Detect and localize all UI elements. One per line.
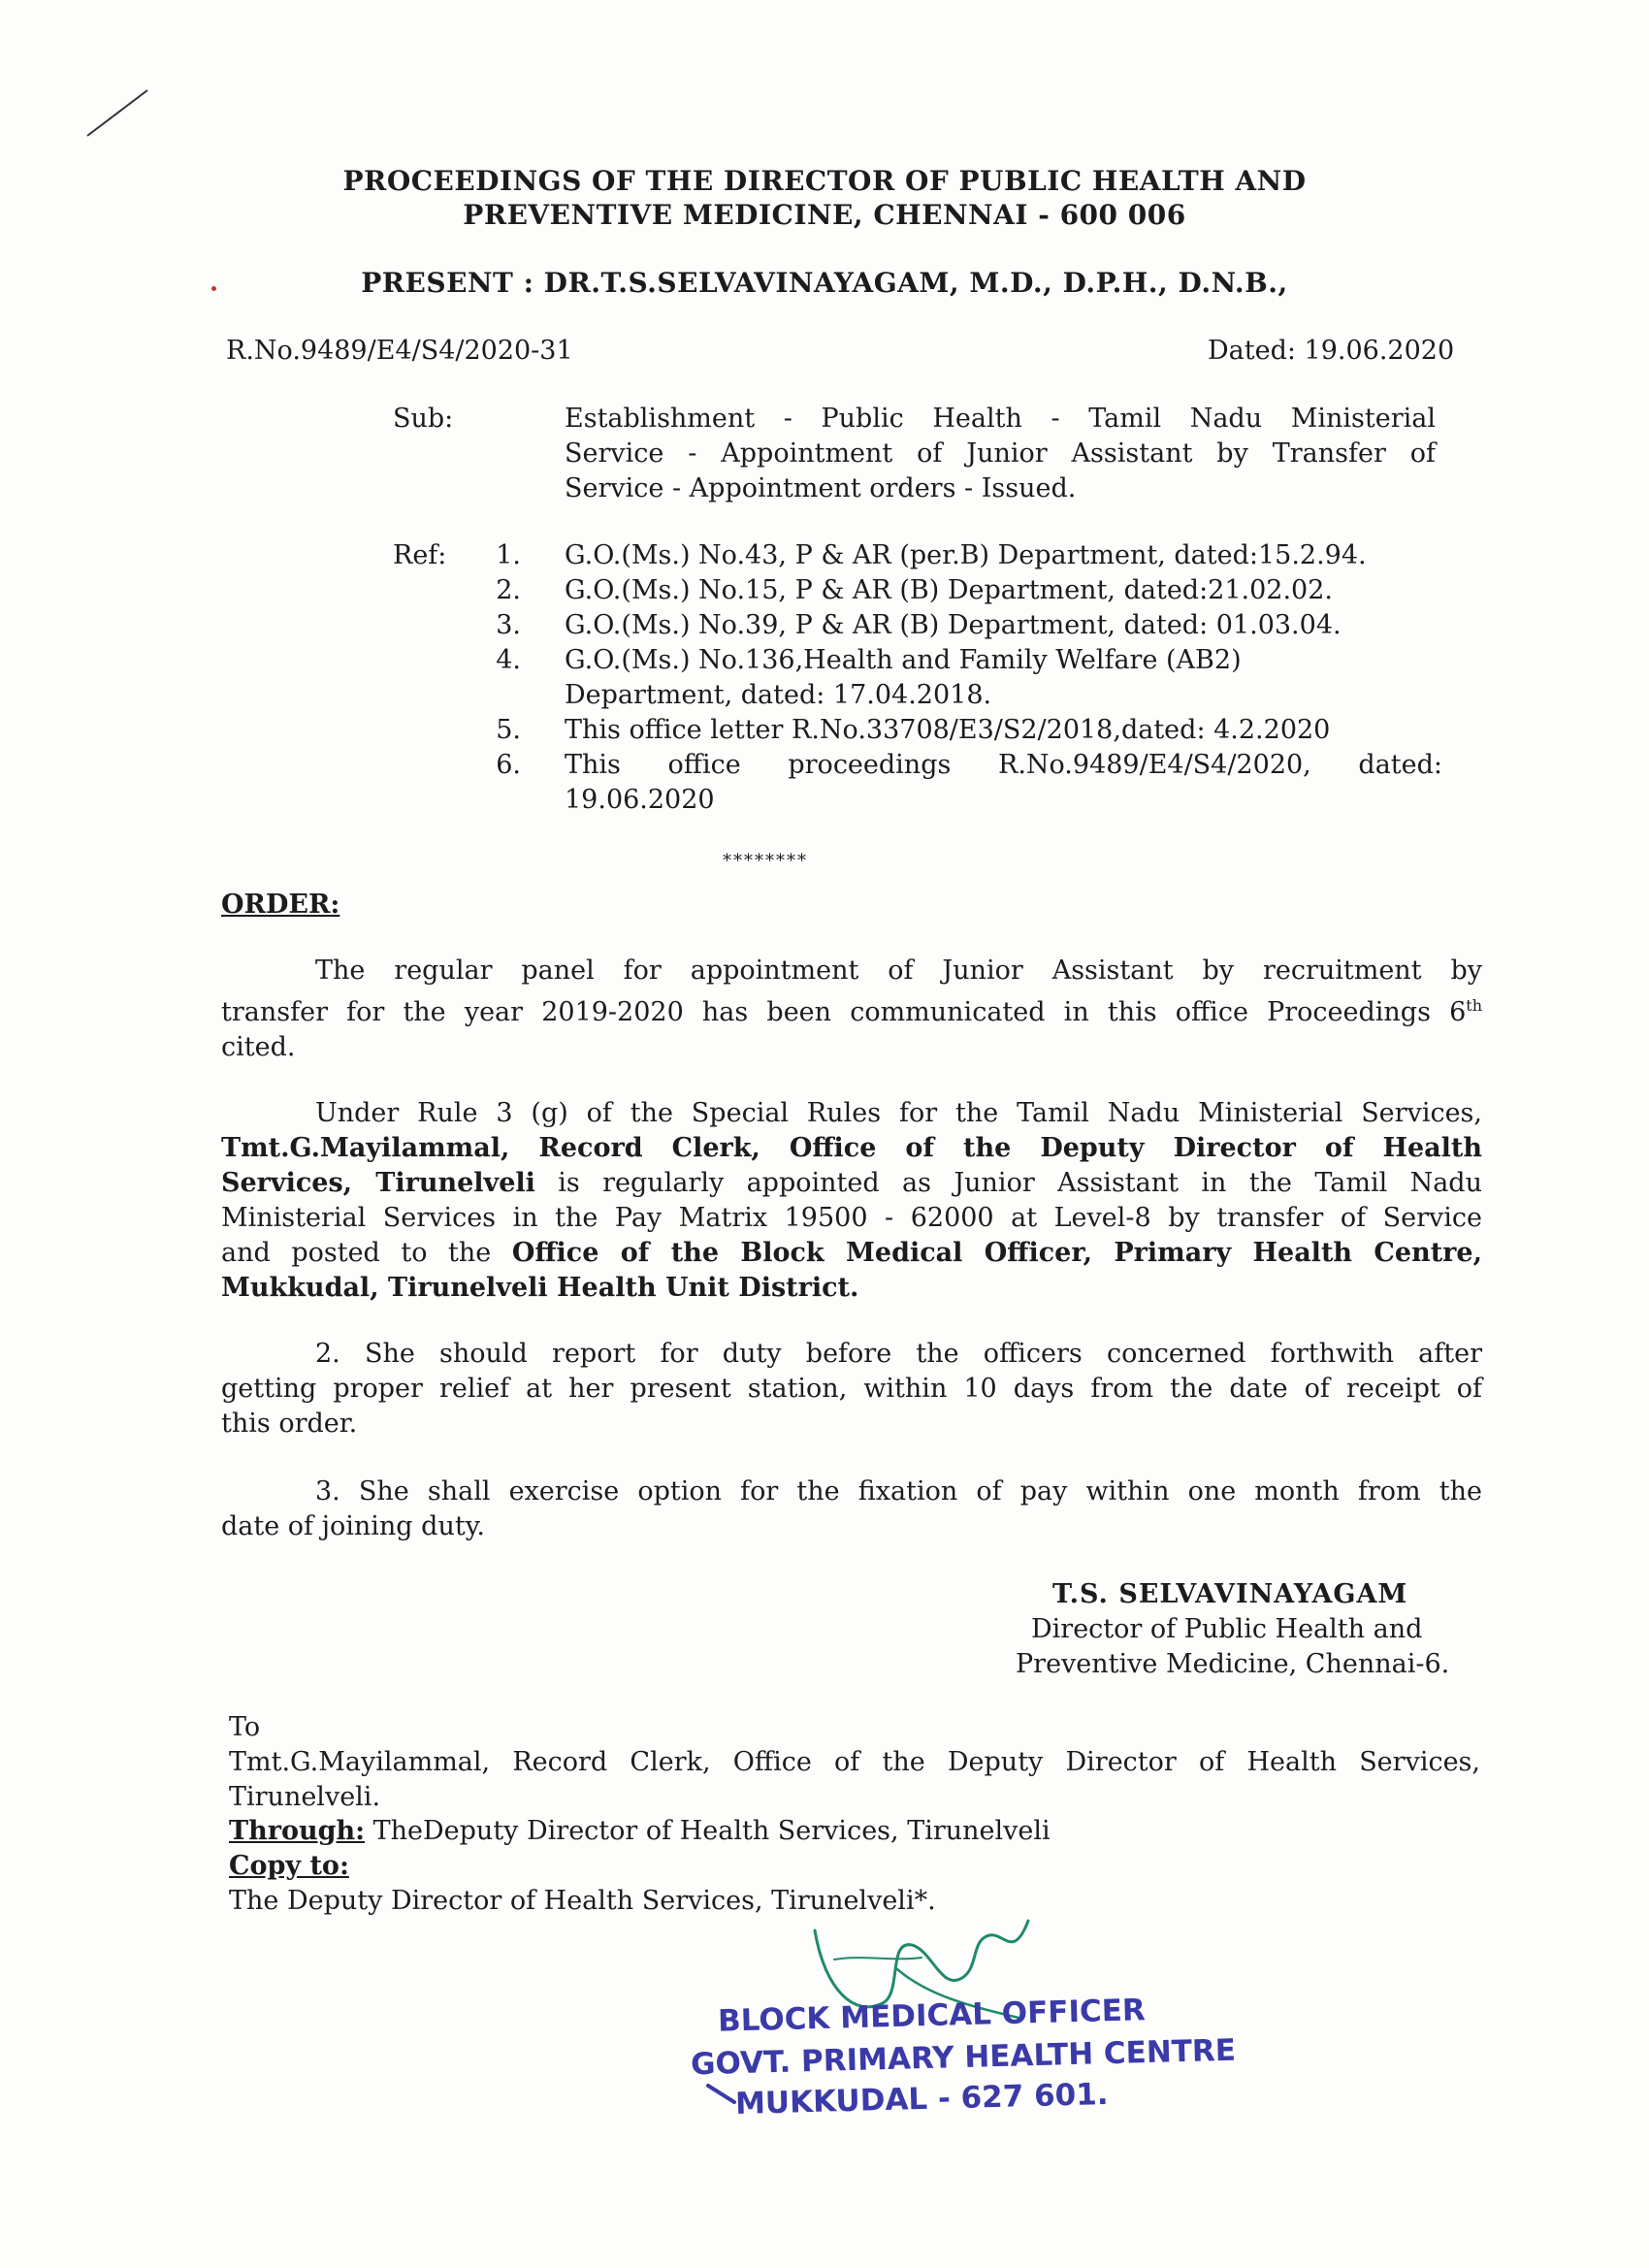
present-line: PRESENT : DR.T.S.SELVAVINAYAGAM, M.D., D.P.H., D.N.B., xyxy=(361,267,1288,299)
copy-to-text: The Deputy Director of Health Services, Tirunelveli*. xyxy=(229,1886,936,1916)
header-line-2: PREVENTIVE MEDICINE, CHENNAI - 600 006 xyxy=(463,199,1186,231)
order-paragraph-4: 3. She shall exercise option for the fixation of pay within one month from the date of joining duty. xyxy=(221,1476,1482,1541)
order-paragraph-3: 2. She should report for duty before the officers concerned forthwith after getting proper relief at her present station, within 10 days from the date of receipt of this order. xyxy=(221,1339,1482,1439)
order-paragraph-2: Under Rule 3 (g) of the Special Rules for the Tamil Nadu Ministerial Services, Tmt.G.Mayilammal, Record Clerk, Office of the Deputy Director of Health Services, Tirunelveli is regularly appointed as Junior Assistant in the Tamil Nadu Ministerial Services in the Pay Matrix 19500 - 62000 at Level-8 by transfer of Service and posted to the Office of the Block Medical Officer, Primary Health Centre, Mukkudal, Tirunelveli Health Unit District. xyxy=(221,1098,1482,1303)
stamp-line-1: BLOCK MEDICAL OFFICER xyxy=(717,1993,1147,2039)
subject-label: Sub: xyxy=(393,404,454,434)
separator: ******** xyxy=(723,851,808,871)
reference-list xyxy=(463,538,1442,818)
order-paragraph-1: The regular panel for appointment of Junior Assistant by recruitment by transfer for the year 2019-2020 has been communicated in this office Proceedings 6th cited. xyxy=(221,956,1482,1062)
subject-line: Service - Appointment of Junior Assistant by Transfer of xyxy=(565,438,1436,469)
dated: Dated: 19.06.2020 xyxy=(1208,336,1455,366)
reference-item: 1. G.O.(Ms.) No.43, P & AR (per.B) Department, dated:15.2.94. xyxy=(496,540,1367,570)
to-address: Tmt.G.Mayilammal, Record Clerk, Office of the Deputy Director of Health Services, Tirunelveli. xyxy=(229,1747,1480,1812)
reference-item: 5. This office letter R.No.33708/E3/S2/2018,dated: 4.2.2020 xyxy=(496,715,1331,745)
stamp-line-2: GOVT. PRIMARY HEALTH CENTRE xyxy=(690,2032,1237,2083)
through-line: Through: TheDeputy Director of Health Services, Tirunelveli xyxy=(229,1816,1051,1846)
reference-item: 6. This office proceedings R.No.9489/E4/S4/2020, dated: 19.06.2020 xyxy=(496,750,1442,815)
header-line-1: PROCEEDINGS OF THE DIRECTOR OF PUBLIC HEALTH AND xyxy=(342,165,1307,197)
copy-to-label: Copy to: xyxy=(229,1851,349,1881)
stamp-arrow-mark xyxy=(703,2081,742,2110)
reference-item: 3. G.O.(Ms.) No.39, P & AR (B) Department, dated: 01.03.04. xyxy=(496,610,1342,640)
pen-mark xyxy=(78,82,155,150)
to-label: To xyxy=(229,1712,261,1742)
reference-item: 2. G.O.(Ms.) No.15, P & AR (B) Department, dated:21.02.02. xyxy=(496,575,1333,605)
reference-item: 4. G.O.(Ms.) No.136,Health and Family Welfare (AB2) Department, dated: 17.04.2018. xyxy=(496,645,1242,710)
signatory-designation-2: Preventive Medicine, Chennai-6. xyxy=(1016,1649,1450,1679)
subject-line: Establishment - Public Health - Tamil Nadu Ministerial xyxy=(565,404,1436,434)
subject-text xyxy=(565,402,1436,506)
reference-number: R.No.9489/E4/S4/2020-31 xyxy=(226,336,573,366)
subject-line: Service - Appointment orders - Issued. xyxy=(565,473,1077,503)
ref-label: Ref: xyxy=(393,540,447,570)
order-heading: ORDER: xyxy=(221,890,340,920)
stamp-line-3: MUKKUDAL - 627 601. xyxy=(734,2076,1110,2122)
signatory-name: T.S. SELVAVINAYAGAM xyxy=(1052,1579,1408,1609)
signatory-designation-1: Director of Public Health and xyxy=(1031,1614,1423,1644)
red-dot xyxy=(211,286,216,291)
